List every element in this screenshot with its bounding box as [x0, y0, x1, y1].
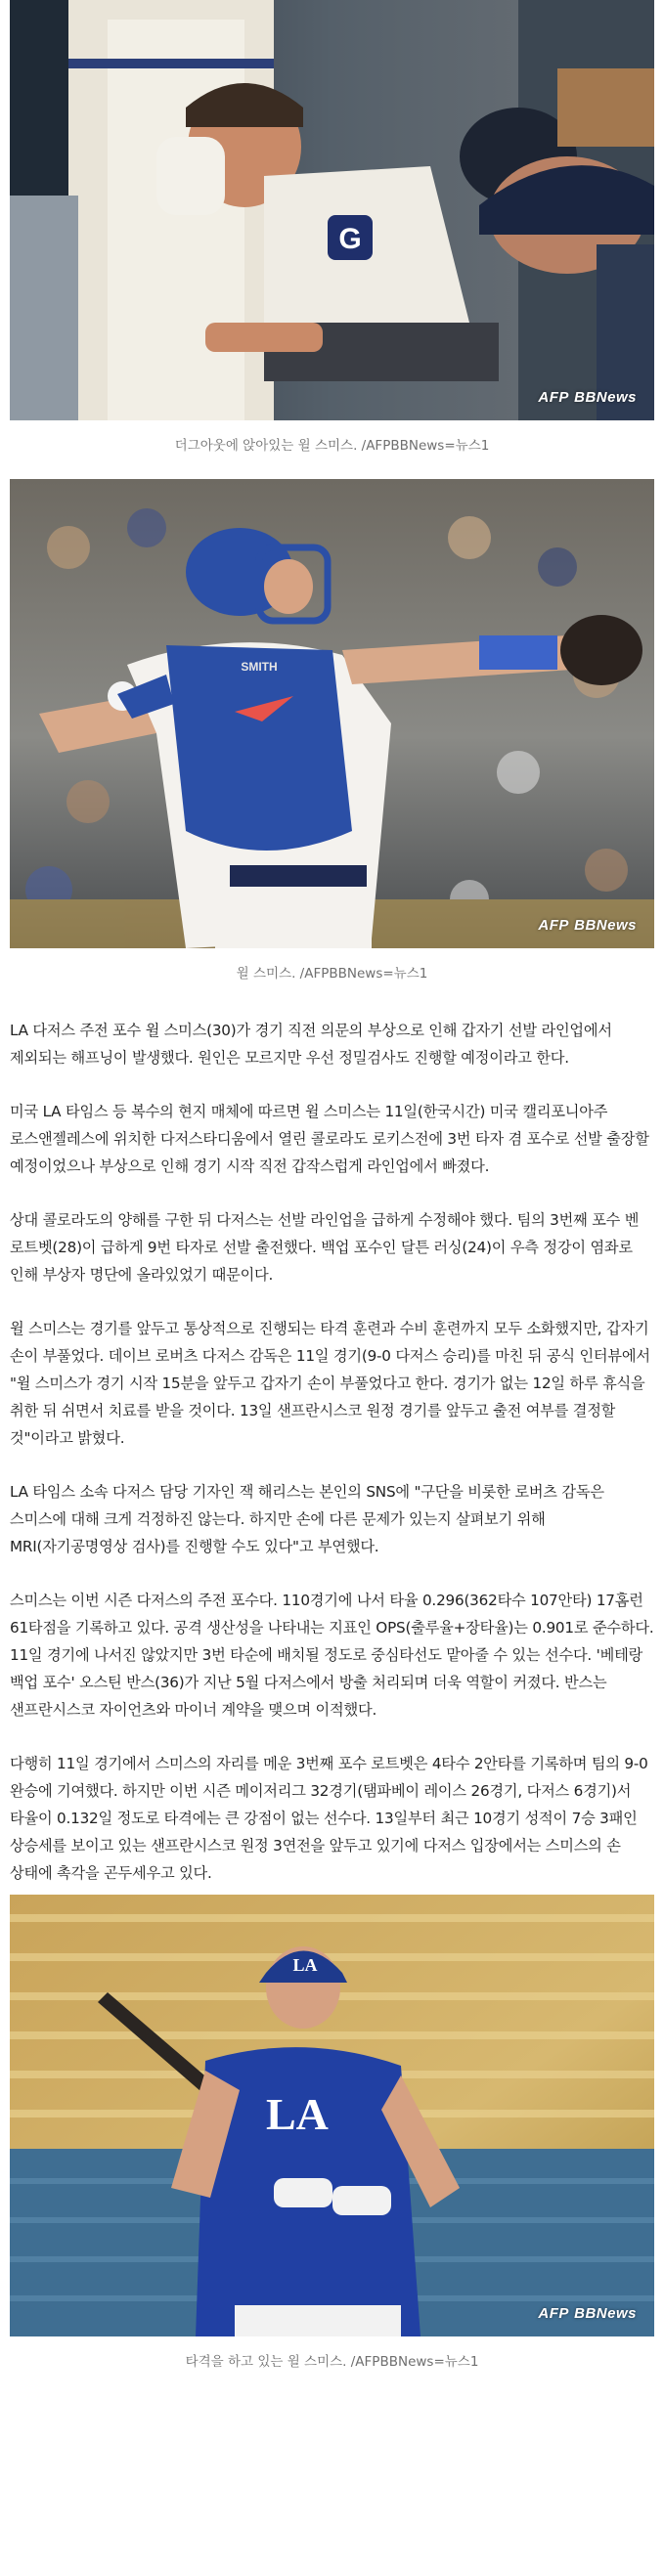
photo-caption: 타격을 하고 있는 윌 스미스. /AFPBBNews=뉴스1 — [185, 2354, 479, 2370]
photo-watermark: AFP BBNews — [538, 389, 637, 406]
photo-caption: 윌 스미스. /AFPBBNews=뉴스1 — [236, 966, 428, 982]
cap-logo: LA — [292, 1955, 318, 1975]
batting-image — [10, 1895, 654, 2336]
photo-watermark: AFP BBNews — [538, 917, 637, 934]
article-paragraph: 미국 LA 타임스 등 복수의 현지 매체에 따르면 윌 스미스는 11일(한국시간) 미국 캘리포니아주 로스앤젤레스에 위치한 다저스타디움에서 열린 콜로라도 로키스전에 3번 타자 겸 포수로 선발 출장할 예정이었으나 부상으로 인해 경기 시작 직전 갑작스럽게 라인업에서 빠졌다. — [10, 1103, 649, 1175]
photo-dugout — [10, 0, 654, 420]
article-paragraph: 다행히 11일 경기에서 스미스의 자리를 메운 3번째 포수 로트벳은 4타수 2안타를 기록하며 팀의 9-0 완승에 기여했다. 하지만 이번 시즌 메이저리그 32경기(탬파베이 레이스 26경기, 다저스 6경기)서 타율이 0.132일 정도로 타격에는 큰 강점이 없는 선수다. 13일부터 최근 10경기 성적이 7승 3패인 상승세를 보이고 있는 샌프란시스코 원정 3연전을 앞두고 있기에 다저스 입장에서는 스미스의 손 상태에 촉각을 곤두세우고 있다. — [10, 1755, 648, 1882]
photo-caption: 더그아웃에 앉아있는 윌 스미스. /AFPBBNews=뉴스1 — [174, 438, 490, 454]
article-paragraph: 윌 스미스는 경기를 앞두고 통상적으로 진행되는 타격 훈련과 수비 훈련까지 모두 소화했지만, 갑자기 손이 부풀었다. 데이브 로버츠 다저스 감독은 11일 경기(9-0 다저스 승리)를 마친 뒤 공식 인터뷰에서 "윌 스미스가 경기 시작 15분을 앞두고 갑자기 손이 부풀었다고 한다. 경기가 없는 12일 하루 휴식을 취한 뒤 쉬면서 치료를 받을 것이다. 13일 샌프란시스코 원정 경기를 앞두고 출전 여부를 결정할 것"이라고 밝혔다. — [10, 1320, 650, 1447]
chest-name: SMITH — [241, 660, 278, 674]
jersey-letter: G — [338, 223, 362, 255]
photo-batting — [10, 1895, 654, 2336]
photo-watermark: AFP BBNews — [538, 2305, 637, 2322]
catcher-image — [10, 479, 654, 948]
article-paragraph: 스미스는 이번 시즌 다저스의 주전 포수다. 110경기에 나서 타율 0.296(362타수 107안타) 17홈런 61타점을 기록하고 있다. 공격 생산성을 나타내는 지표인 OPS(출루율+장타율)는 0.901로 준수하다. 11일 경기에 나서진 않았지만 3번 타순에 배치될 정도로 중심타선도 맡아줄 수 있는 선수다. '베테랑 백업 포수' 오스틴 반스(36)가 지난 5월 다저스에서 방출 처리되며 더욱 역할이 커졌다. 반스는 샌프란시스코 자이언츠와 마이너 계약을 맺으며 이적했다. — [10, 1592, 654, 1719]
article-paragraph: LA 다저스 주전 포수 윌 스미스(30)가 경기 직전 의문의 부상으로 인해 갑자기 선발 라인업에서 제외되는 해프닝이 발생했다. 원인은 모르지만 우선 정밀검사도 진행할 예정이라고 한다. — [10, 1022, 612, 1067]
photo-catcher — [10, 479, 654, 948]
jersey-logo: LA — [266, 2089, 329, 2139]
article-paragraph: 상대 콜로라도의 양해를 구한 뒤 다저스는 선발 라인업을 급하게 수정해야 했다. 팀의 3번째 포수 벤 로트벳(28)이 급하게 9번 타자로 선발 출전했다. 백업 포수인 달튼 러싱(24)이 우측 정강이 염좌로 인해 부상자 명단에 올라있었기 때문이다. — [10, 1211, 640, 1284]
article-paragraph: LA 타임스 소속 다저스 담당 기자인 잭 해리스는 본인의 SNS에 "구단을 비롯한 로버츠 감독은 스미스에 대해 크게 걱정하진 않는다. 하지만 손에 다른 문제가 있는지 살펴보기 위해 MRI(자기공명영상 검사)를 진행할 수도 있다"고 부연했다. — [10, 1483, 604, 1555]
dugout-image — [10, 0, 654, 420]
